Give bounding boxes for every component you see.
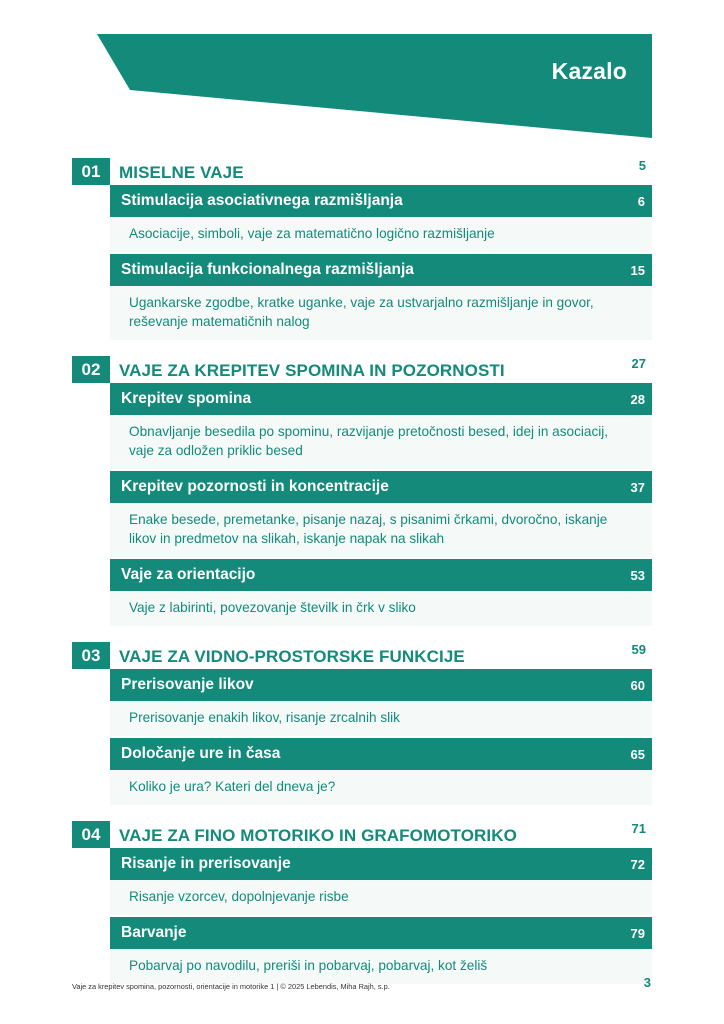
subsection-header[interactable] (110, 669, 652, 701)
toc-subsection (110, 254, 652, 340)
page-number: 3 (643, 975, 651, 990)
description-line: Pobarvaj po navodilu, preriši in pobarvaj, pobarvaj, kot želiš (129, 958, 488, 973)
description-line: likov in predmetov na slikah, iskanje napak na slikah (129, 531, 445, 546)
subsection-page-number: 65 (630, 746, 645, 762)
description-line: Vaje z labirinti, povezovanje številk in črk v sliko (129, 600, 416, 615)
subsection-header[interactable] (110, 471, 652, 503)
subsection-header[interactable] (110, 917, 652, 949)
description-line: Enake besede, premetanke, pisanje nazaj, s pisanimi črkami, dvoročno, iskanje (129, 512, 608, 527)
subsection-header[interactable] (110, 738, 652, 770)
subsection-description (110, 415, 652, 469)
subsection-title: Krepitev spomina (121, 390, 252, 407)
subsection-description (110, 770, 652, 805)
toc-section (72, 354, 652, 626)
toc-subsection (110, 917, 652, 984)
section-header[interactable] (72, 640, 652, 669)
subsection-description (110, 591, 652, 626)
section-number: 01 (72, 158, 110, 185)
subsection-header[interactable] (110, 254, 652, 286)
description-line: vaje za odložen priklic besed (129, 443, 303, 458)
subsection-description (110, 880, 652, 915)
description-line: Ugankarske zgodbe, kratke uganke, vaje za ustvarjalno razmišljanje in govor, (129, 295, 594, 310)
section-page-number: 5 (638, 158, 646, 173)
toc-section (72, 819, 652, 984)
section-header[interactable] (72, 354, 652, 383)
description-line: Risanje vzorcev, dopolnjevanje risbe (129, 889, 349, 904)
section-title: MISELNE VAJE (119, 163, 244, 182)
subsection-header[interactable] (110, 185, 652, 217)
section-number: 02 (72, 356, 110, 383)
section-header[interactable] (72, 819, 652, 848)
subsection-title: Prerisovanje likov (121, 676, 254, 693)
subsection-page-number: 28 (630, 391, 645, 407)
subsection-title: Določanje ure in časa (121, 745, 281, 762)
toc-subsection (110, 185, 652, 252)
subsection-title: Stimulacija asociativnega razmišljanja (121, 192, 403, 209)
subsection-title: Stimulacija funkcionalnega razmišljanja (121, 261, 414, 278)
description-line: Obnavljanje besedila po spominu, razvijanje pretočnosti besed, idej in asociacij, (129, 424, 609, 439)
toc-subsection (110, 738, 652, 805)
table-of-contents (72, 156, 652, 998)
toc-section (72, 640, 652, 805)
description-line: reševanje matematičnih nalog (129, 314, 310, 329)
section-number: 03 (72, 642, 110, 669)
toc-subsection (110, 471, 652, 557)
section-title: VAJE ZA KREPITEV SPOMINA IN POZORNOSTI (119, 361, 505, 380)
subsection-description (110, 949, 652, 984)
subsection-title: Barvanje (121, 924, 187, 941)
subsection-page-number: 60 (630, 677, 645, 693)
toc-subsection (110, 848, 652, 915)
subsection-description (110, 286, 652, 340)
subsection-page-number: 37 (630, 479, 645, 495)
subsection-header[interactable] (110, 383, 652, 415)
page-title: Kazalo (551, 58, 627, 84)
description-line: Asociacije, simboli, vaje za matematično logično razmišljanje (129, 226, 495, 241)
section-page-number: 27 (631, 356, 646, 371)
toc-section (72, 156, 652, 340)
toc-subsection (110, 383, 652, 469)
section-title: VAJE ZA FINO MOTORIKO IN GRAFOMOTORIKO (119, 826, 517, 845)
subsection-title: Vaje za orientacijo (121, 566, 256, 583)
toc-subsection (110, 559, 652, 626)
subsection-title: Krepitev pozornosti in koncentracije (121, 478, 389, 495)
subsection-description (110, 217, 652, 252)
subsection-title: Risanje in prerisovanje (121, 855, 291, 872)
section-header[interactable] (72, 156, 652, 185)
section-page-number: 59 (631, 642, 646, 657)
subsection-page-number: 15 (630, 262, 645, 278)
description-line: Koliko je ura? Kateri del dneva je? (129, 779, 336, 794)
section-page-number: 71 (631, 821, 646, 836)
subsection-header[interactable] (110, 559, 652, 591)
subsection-page-number: 53 (630, 567, 645, 583)
subsection-page-number: 79 (630, 925, 645, 941)
section-title: VAJE ZA VIDNO-PROSTORSKE FUNKCIJE (119, 647, 465, 666)
footer-text: Vaje za krepitev spomina, pozornosti, orientacije in motorike 1 | © 2025 Lebendis, Miha Rajh, s.p. (72, 982, 390, 991)
subsection-page-number: 6 (637, 193, 645, 209)
subsection-page-number: 72 (630, 856, 645, 872)
description-line: Prerisovanje enakih likov, risanje zrcalnih slik (129, 710, 400, 725)
toc-subsection (110, 669, 652, 736)
subsection-description (110, 701, 652, 736)
section-number: 04 (72, 821, 110, 848)
subsection-description (110, 503, 652, 557)
subsection-header[interactable] (110, 848, 652, 880)
